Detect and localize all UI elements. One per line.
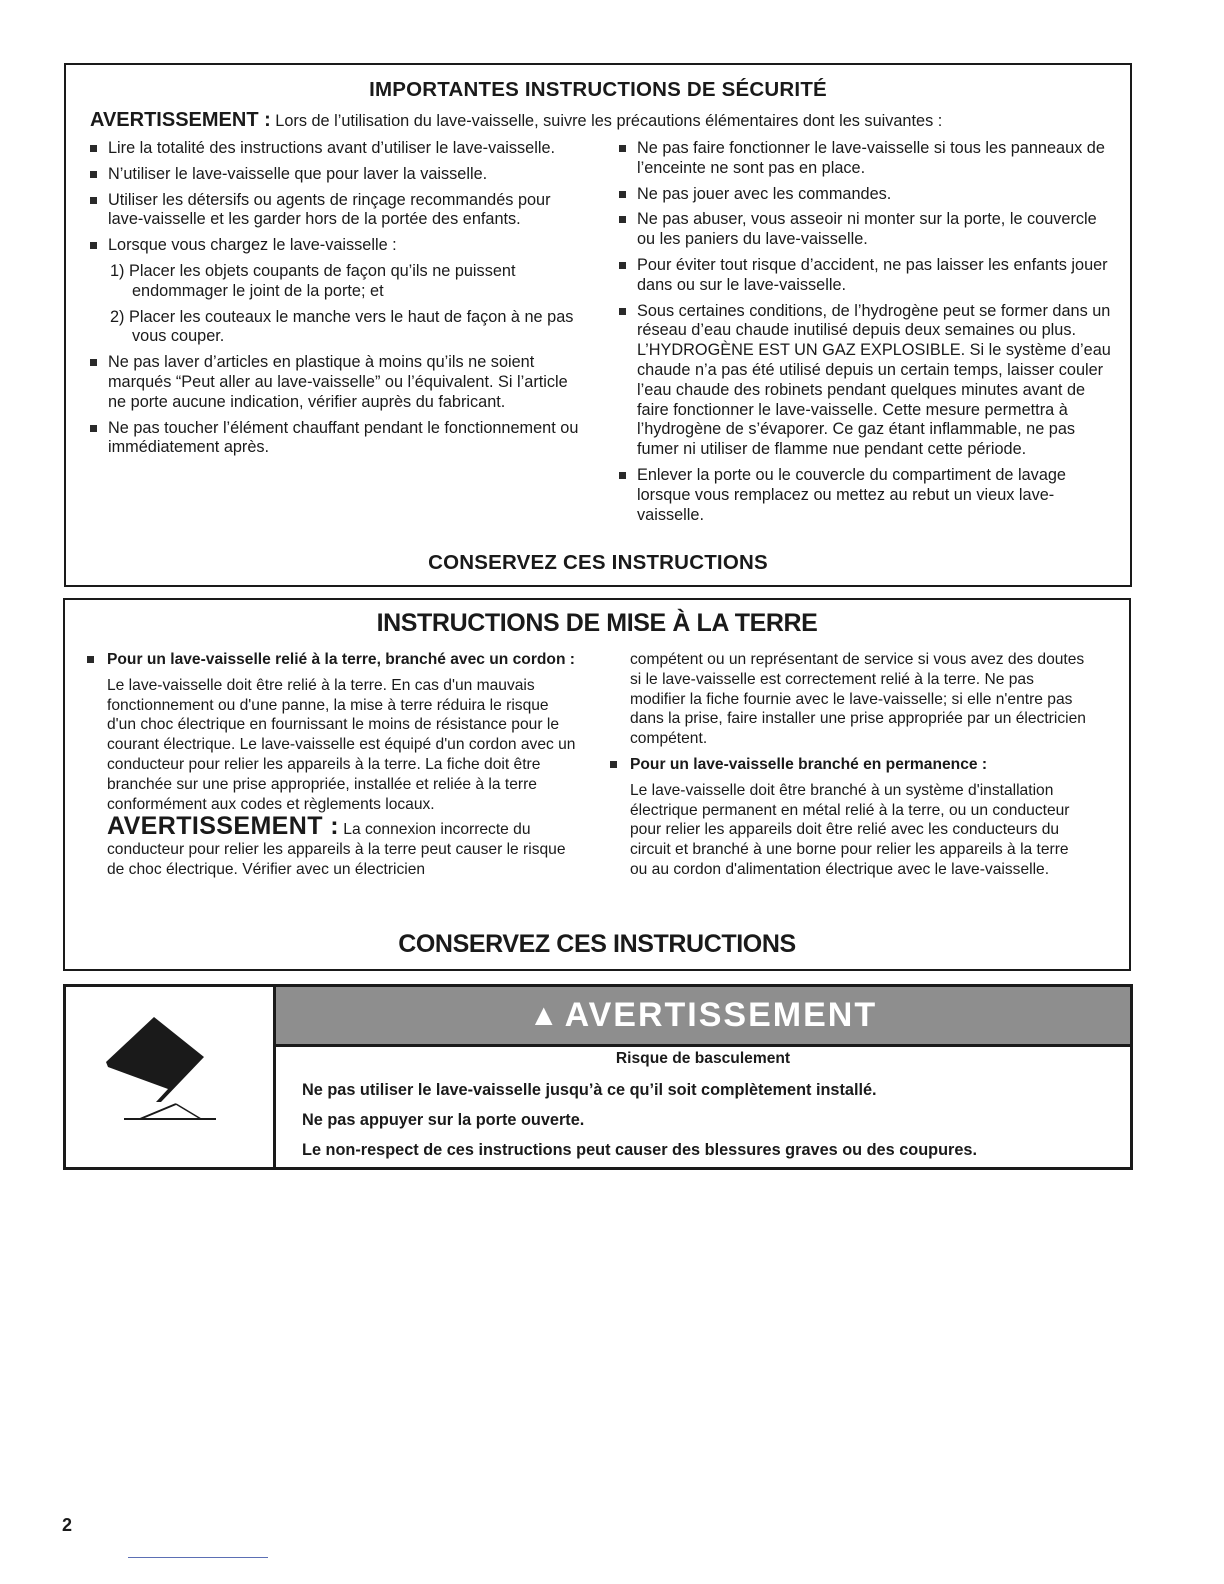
warning-text: Lors de l’utilisation du lave-vaisselle, suivre les précautions élémentaires dont les suivantes : [270,112,943,130]
list-item: Ne pas jouer avec les commandes. [619,185,1111,205]
grounding-instructions-box [63,598,1131,971]
list-item: Enlever la porte ou le couvercle du compartiment de lavage lorsque vous remplacez ou mettez au rebut un vieux lave-vaisselle. [619,466,1111,525]
list-item: Pour éviter tout risque d’accident, ne pas laisser les enfants jouer dans ou sur le lave-vaisselle. [619,256,1111,296]
footer-rule [128,1557,268,1558]
page-number: 2 [62,1515,73,1535]
list-item: Sous certaines conditions, de l’hydrogène peut se former dans un réseau d’eau chaude inutilisé depuis deux semaines ou plus. L’HYDROGÈNE EST UN GAZ EXPLOSIBLE. Si le système d’eau chaude n’a pas été utilisé depuis un certain temps, laisser couler l’eau chaude des robinets pendant quelques minutes avant de faire fonctionner le lave-vaisselle. Cette mesure permettra à l’hydrogène de s’évaporer. Ce gaz étant inflammable, ne pas fumer ni utiliser de flamme nue pendant cette période. [619,302,1111,460]
list-item: N’utiliser le lave-vaisselle que pour laver la vaisselle. [90,165,590,185]
numbered-item: 2) Placer les couteaux le manche vers le haut de façon à ne pas vous couper. [110,307,574,346]
list-item: Ne pas faire fonctionner le lave-vaisselle si tous les panneaux de l’enceinte ne sont pas en place. [619,139,1111,179]
numbered-item: 1) Placer les objets coupants de façon qu’ils ne puissent endommager le joint de la porte; et [110,261,516,300]
warning-line: Le non-respect de ces instructions peut causer des blessures graves ou des coupures. [302,1141,977,1159]
bullet-square-icon [90,359,97,366]
warning-triangle-icon: ▲ [528,998,561,1032]
bullet-square-icon [619,262,626,269]
warning-line: Ne pas appuyer sur la porte ouverte. [302,1111,585,1129]
list-item: Ne pas laver d’articles en plastique à moins qu’ils ne soient marqués “Peut aller au lave-vaisselle” ou l’équivalent. Si l’article ne porte aucune indication, vérifier auprès du fabricant. [90,353,590,412]
bullet-square-icon [90,171,97,178]
bullet-square-icon [90,425,97,432]
safety-title: IMPORTANTES INSTRUCTIONS DE SÉCURITÉ [369,78,827,101]
grounding-permanent-text: Le lave-vaisselle doit être branché à un système d'installation électrique permanent en métal relié à la terre, ou un conducteur pour relier les appareils doit être relié avec les conducteurs du circuit et branché à une borne pour relier les appareils à la terre ou au cordon d'alimentation électrique avec le lave-vaisselle. [630,781,1070,878]
warning-keyword: AVERTISSEMENT : [90,109,271,131]
warning-text: La connexion incorrecte du conducteur pour relier les appareils à la terre peut causer le risque de choc électrique. Vérifier avec un électricien [107,821,566,878]
bullet-square-icon [619,191,626,198]
bullet-square-icon [87,656,94,663]
list-item: Ne pas toucher l’élément chauffant pendant le fonctionnement ou immédiatement après. [90,419,590,459]
bullet-square-icon [619,472,626,479]
warning-subtitle: Risque de basculement [615,1050,791,1067]
bullet-square-icon [619,216,626,223]
tip-over-hazard-icon [96,1007,246,1127]
safety-instructions-box [64,63,1132,587]
safety-warning-line [90,109,942,132]
grounding-corded-heading: Pour un lave-vaisselle relié à la terre, branché avec un cordon : [87,650,577,670]
list-item: Ne pas abuser, vous asseoir ni monter sur la porte, le couvercle ou les paniers du lave-vaisselle. [619,210,1111,250]
grounding-corded-text-cont: compétent ou un représentant de service si vous avez des doutes si le lave-vaisselle est correctement relié à la terre. Ne pas modifier la fiche fournie avec le lave-vaisselle; si elle n'entre pas dans la prise, faire installer une prise appropriée par un électricien compétent. [630,651,1086,748]
bullet-square-icon [610,761,617,768]
bullet-square-icon [90,145,97,152]
bullet-square-icon [619,308,626,315]
warning-banner-label: AVERTISSEMENT [564,996,878,1034]
list-item: Lorsque vous chargez le lave-vaisselle : [90,236,590,256]
safety-left-column [90,139,590,464]
grounding-warning [87,812,577,879]
bullet-square-icon [619,145,626,152]
bullet-square-icon [90,242,97,249]
grounding-corded-text: Le lave-vaisselle doit être relié à la terre. En cas d'un mauvais fonctionnement ou d'une panne, la mise à terre réduira le risque d'un choc électrique en fournissant le moins de résistance pour le courant électrique. Le lave-vaisselle est équipé d'un cordon avec un conducteur pour relier les appareils à la terre. La fiche doit être branchée sur une prise appropriée, installée et reliée à la terre conformément aux codes et règlements locaux. [107,676,576,813]
grounding-footer: CONSERVEZ CES INSTRUCTIONS [398,930,796,958]
grounding-left-column [87,650,577,880]
hazard-icon-cell [66,987,276,1167]
grounding-title: INSTRUCTIONS DE MISE À LA TERRE [376,609,818,637]
tip-over-warning-box [63,984,1133,1170]
grounding-right-column [610,650,1090,880]
bullet-square-icon [90,197,97,204]
list-item: Utiliser les détersifs ou agents de rinçage recommandés pour lave-vaisselle et les garder hors de la portée des enfants. [90,191,590,231]
warning-keyword: AVERTISSEMENT : [107,812,339,841]
safety-footer: CONSERVEZ CES INSTRUCTIONS [428,551,768,574]
grounding-permanent-heading: Pour un lave-vaisselle branché en permanence : [610,755,1090,775]
warning-banner [276,987,1130,1047]
warning-line: Ne pas utiliser le lave-vaisselle jusqu’à ce qu’il soit complètement installé. [302,1081,877,1099]
list-item: Lire la totalité des instructions avant d’utiliser le lave-vaisselle. [90,139,590,159]
safety-right-column [619,139,1111,531]
